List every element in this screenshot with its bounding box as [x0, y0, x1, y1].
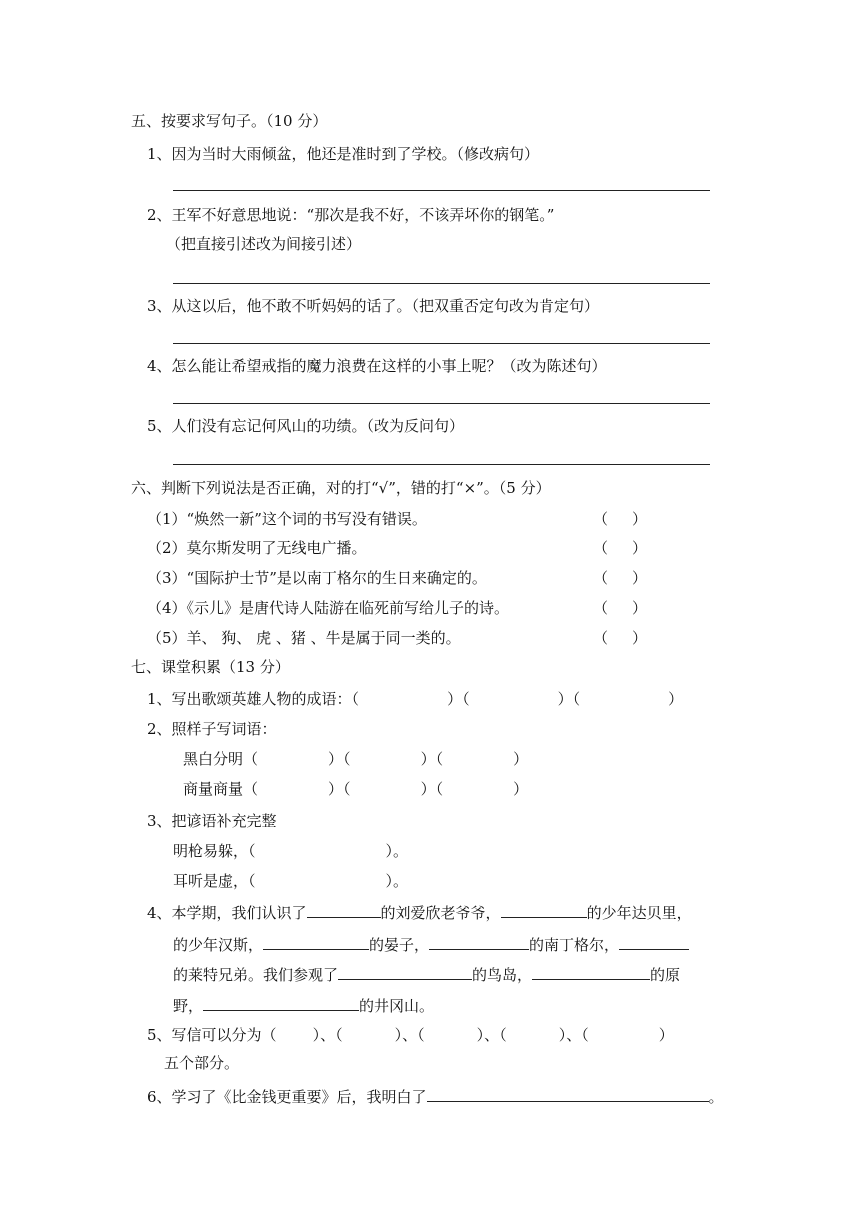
s7-q6-text: 6、学习了《比金钱更重要》后，我明白了 — [147, 1088, 427, 1106]
s6-item-2: （2）莫尔斯发明了无线电广播。 — [147, 539, 367, 557]
s6-item-4: （4）《示儿》是唐代诗人陆游在临死前写给儿子的诗。 — [147, 599, 510, 617]
s5-answer-line-2[interactable] — [173, 283, 710, 284]
s7-q4-text-7: 的莱特兄弟。我们参观了 — [173, 966, 339, 984]
s7-q4-text-10: 野， — [173, 997, 204, 1015]
s7-q4-line-2 — [173, 933, 689, 955]
s7-q3-proverb-2-text: 耳听是虚， — [173, 872, 249, 890]
s5-answer-line-1[interactable] — [173, 190, 710, 191]
s7-q3-blank-2[interactable]: （ ） — [248, 872, 394, 890]
s7-q1-blank-2[interactable]: （ ） — [462, 690, 573, 708]
s7-q6-blank[interactable] — [427, 1085, 709, 1102]
s7-q4-line-3 — [173, 963, 680, 985]
s7-q3-proverb-2 — [173, 871, 408, 891]
s7-question-3: 3、把谚语补充完整 — [147, 812, 277, 830]
s7-q4-text-11: 的井冈山。 — [359, 997, 435, 1015]
s7-q4-text-2: 的刘爱欣老爷爷， — [380, 904, 501, 922]
s5-answer-line-3[interactable] — [173, 343, 710, 344]
s7-q4-blank-3[interactable] — [263, 933, 369, 950]
s7-q4-blank-1[interactable] — [307, 901, 381, 918]
s6-answer-paren-4[interactable]: （ ） — [593, 599, 648, 617]
s7-q5-text: 5、写信可以分为 — [147, 1026, 262, 1044]
s6-item-5: （5）羊、 狗、 虎 、猪 、牛是属于同一类的。 — [147, 629, 461, 647]
s7-q2-row1-blank-1[interactable]: （ ） — [243, 750, 344, 768]
s5-question-3: 3、从这以后，他不敢不听妈妈的话了。（把双重否定句改为肯定句） — [147, 297, 600, 315]
s7-q2-row-2 — [183, 779, 528, 799]
s6-answer-paren-5[interactable]: （ ） — [593, 629, 648, 647]
s7-q4-blank-6[interactable] — [338, 963, 472, 980]
s7-q4-blank-8[interactable] — [203, 994, 359, 1011]
s7-q4-blank-7[interactable] — [532, 963, 650, 980]
s7-question-1 — [147, 689, 683, 709]
s7-q5-blank-5[interactable]: （ ） — [581, 1026, 674, 1044]
s7-q4-line-4 — [173, 994, 434, 1016]
s7-q2-row2-blank-2[interactable]: （ ） — [343, 780, 436, 798]
s7-q5-blank-3[interactable]: （ ） — [417, 1026, 485, 1044]
section-6-title: 六、判断下列说法是否正确，对的打“√”，错的打“×”。（5 分） — [131, 479, 551, 497]
s7-q3-proverb-1 — [173, 841, 408, 861]
s5-question-4: 4、怎么能让希望戒指的魔力浪费在这样的小事上呢？（改为陈述句） — [147, 357, 607, 375]
s7-q4-text-6: 的南丁格尔， — [529, 936, 620, 954]
s6-answer-paren-1[interactable]: （ ） — [593, 510, 648, 528]
section-5-title: 五、按要求写句子。（10 分） — [131, 112, 328, 130]
s7-q6 — [147, 1085, 724, 1107]
s7-q1-blank-1[interactable]: （ ） — [351, 690, 463, 708]
s7-q4-blank-5[interactable] — [619, 933, 689, 950]
s7-q5-blank-2[interactable]: （ ） — [335, 1026, 403, 1044]
s7-q3-blank-1[interactable]: （ ） — [248, 842, 394, 860]
s7-q2-row1-blank-3[interactable]: （ ） — [435, 750, 529, 768]
s7-q5-line-2: 五个部分。 — [164, 1054, 240, 1072]
s7-q2-row2-blank-1[interactable]: （ ） — [243, 780, 344, 798]
s5-question-2-instruction: （把直接引述改为间接引述） — [166, 235, 362, 253]
s5-question-5: 5、人们没有忘记何风山的功绩。（改为反问句） — [147, 417, 465, 435]
s7-q3-proverb-1-text: 明枪易躲， — [173, 842, 249, 860]
s7-q5-line-1: 5、写信可以分为（ ）、（ ）、（ ）、（ ）、（ ） — [147, 1026, 674, 1044]
s5-question-2: 2、王军不好意思地说：“那次是我不好，不该弄坏你的钢笔。” — [147, 206, 555, 224]
s7-q4-blank-4[interactable] — [429, 933, 529, 950]
s7-q4-line-1 — [147, 901, 692, 923]
s7-q4-text-1: 4、本学期，我们认识了 — [147, 904, 307, 922]
s7-q6-period: 。 — [708, 1088, 724, 1106]
s7-q2-row2-blank-3[interactable]: （ ） — [435, 780, 529, 798]
s7-q1-blank-3[interactable]: （ ） — [572, 690, 684, 708]
s7-q2-row1-blank-2[interactable]: （ ） — [343, 750, 436, 768]
s6-item-3: （3）“国际护士节”是以南丁格尔的生日来确定的。 — [147, 569, 487, 587]
s6-answer-paren-3[interactable]: （ ） — [593, 569, 648, 587]
s7-q5-blank-4[interactable]: （ ） — [499, 1026, 567, 1044]
s7-q4-blank-2[interactable] — [501, 901, 587, 918]
s7-q2-row-1 — [183, 749, 528, 769]
s7-q3-period-1: 。 — [393, 842, 409, 860]
s7-q5-blank-1[interactable]: （ ） — [261, 1026, 321, 1044]
s7-q4-text-9: 的原 — [650, 966, 681, 984]
s7-q4-text-4: 的少年汉斯， — [173, 936, 264, 954]
s5-question-1: 1、因为当时大雨倾盆，他还是准时到了学校。（修改病句） — [147, 145, 540, 163]
s7-question-2: 2、照样子写词语： — [147, 720, 277, 738]
s6-item-1: （1）“焕然一新”这个词的书写没有错误。 — [147, 510, 427, 528]
s6-answer-paren-2[interactable]: （ ） — [593, 539, 648, 557]
s7-q2-example-2: 商量商量 — [183, 780, 244, 798]
section-7-title: 七、课堂积累（13 分） — [131, 658, 290, 676]
s5-answer-line-5[interactable] — [173, 464, 710, 465]
s7-q3-period-2: 。 — [393, 872, 409, 890]
s7-q4-text-8: 的鸟岛， — [472, 966, 533, 984]
s7-q2-example-1: 黑白分明 — [183, 750, 244, 768]
s7-q4-text-5: 的晏子， — [369, 936, 430, 954]
s7-q4-text-3: 的少年达贝里， — [586, 904, 692, 922]
s5-answer-line-4[interactable] — [173, 403, 710, 404]
s7-q1-text: 1、写出歌颂英雄人物的成语： — [147, 690, 352, 708]
